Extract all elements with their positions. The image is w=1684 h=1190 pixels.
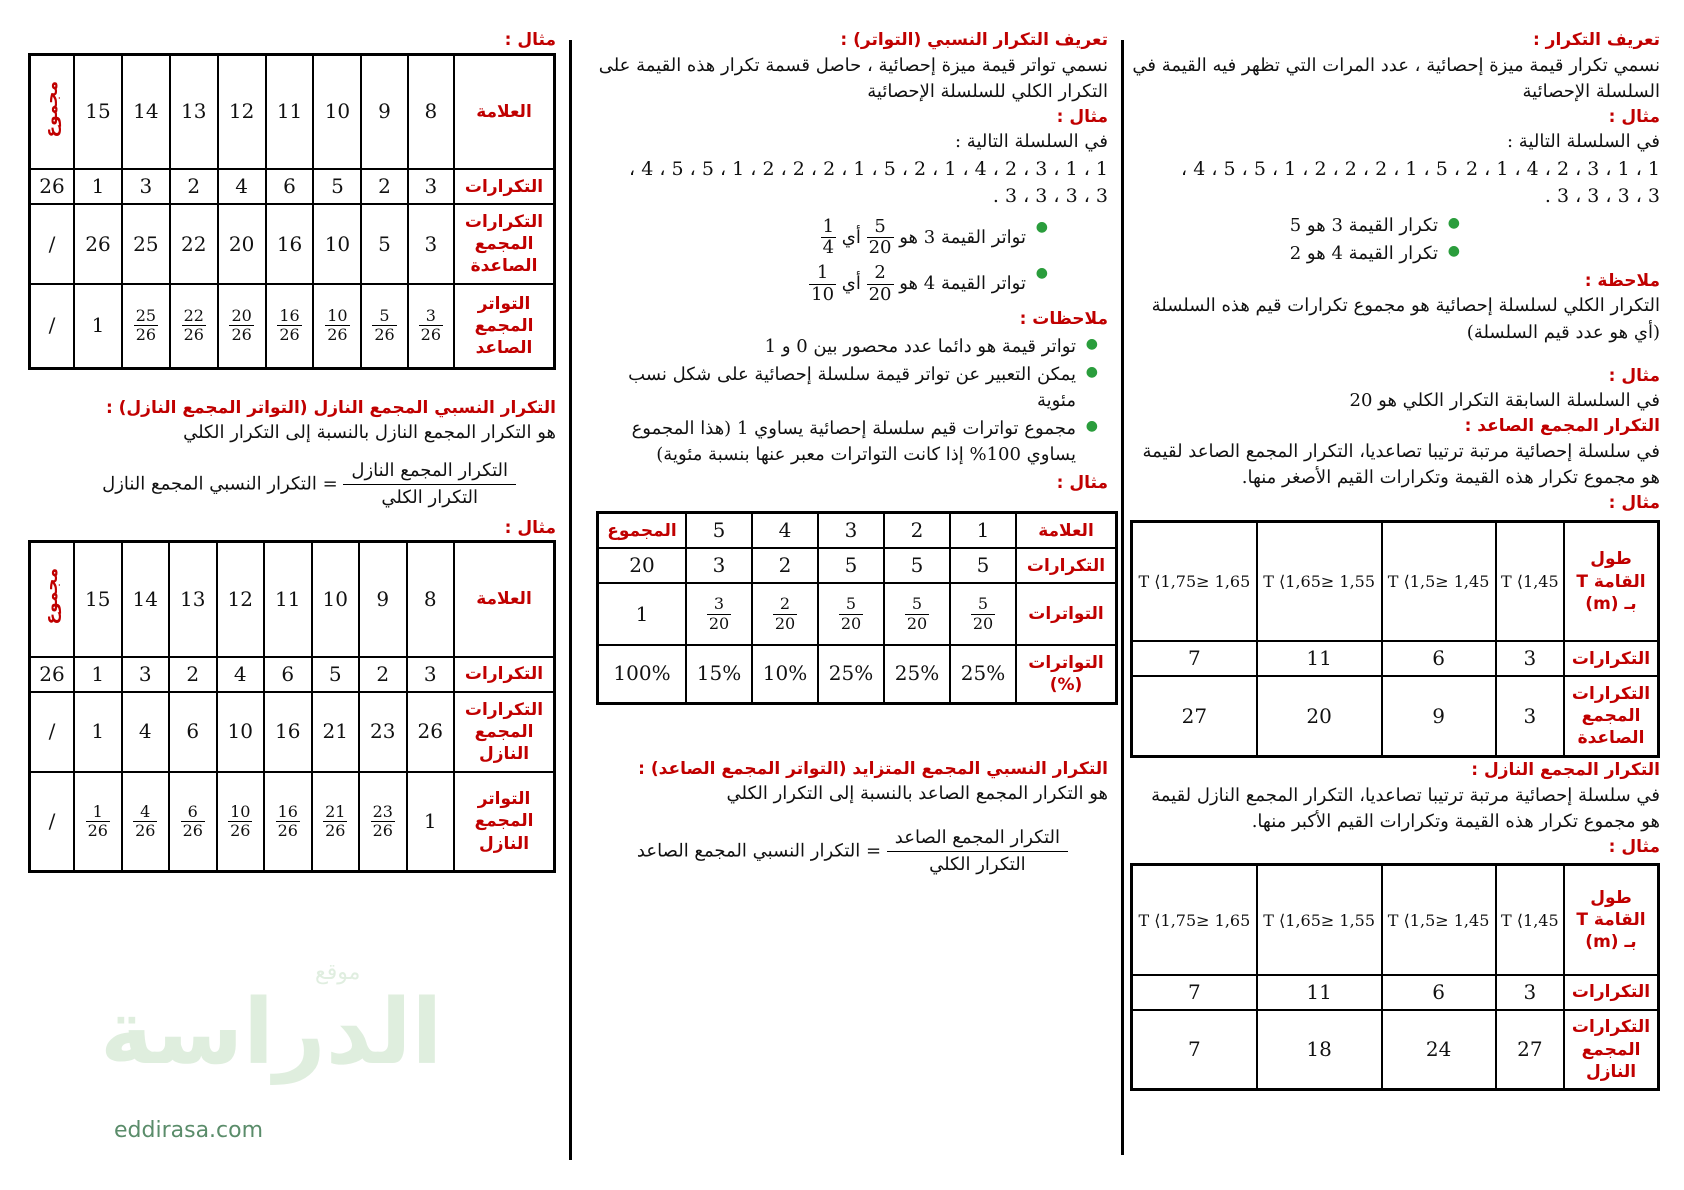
fraction: $\frac{4}{26}$: [135, 801, 156, 840]
row-label: التكرارات: [1016, 548, 1117, 583]
table-cell: 8: [408, 54, 454, 169]
table-cell: 3: [122, 657, 170, 692]
table-cell: 4: [218, 169, 266, 204]
table-cell: [266, 284, 314, 368]
row-label: التكرارات: [454, 657, 555, 692]
freq3-text: تواتر القيمة 3 هو: [899, 226, 1026, 248]
table-cell: 10%: [752, 645, 818, 703]
fraction: $\frac{10}{26}$: [327, 306, 348, 345]
table-cell: 26: [74, 204, 122, 284]
table-cell: 1: [74, 169, 122, 204]
series-intro: في السلسلة التالية :: [955, 131, 1108, 153]
table-cell: 6: [1382, 975, 1496, 1010]
series-line: 1 ، 1 ، 3 ، 2 ، 4 ، 1 ، 2 ، 5 ، 1 ، 2 ، 2 ، 2 ، 1 ، 5 ، 5 ، 4 ،: [629, 157, 1108, 180]
row-label: طول القامة T بـ (m): [1564, 865, 1659, 975]
row-label: العلامة: [454, 542, 555, 657]
cum-asc-table: [1130, 520, 1660, 758]
series-line: 1 ، 1 ، 3 ، 2 ، 4 ، 1 ، 2 ، 5 ، 1 ، 2 ، 2 ، 2 ، 1 ، 5 ، 5 ، 4 ،: [1181, 157, 1660, 180]
table-cell: 100%: [598, 645, 687, 703]
table-cell: 11: [1257, 975, 1382, 1010]
table-cell: [408, 284, 454, 368]
table-cell: 6: [264, 657, 312, 692]
table-cell: 5: [312, 657, 360, 692]
table-cell: /: [30, 284, 75, 368]
table-cell: 2: [170, 169, 218, 204]
row-label: التكرارات المجمع النازل: [1564, 1010, 1659, 1090]
table-cell: 22: [170, 204, 218, 284]
relative-frequency-table: [596, 511, 1118, 705]
total-label: مجموع: [30, 542, 75, 657]
column-frequency-definitions: [1130, 28, 1660, 1091]
table-cell: 5: [818, 548, 884, 583]
table-cell: 12: [217, 542, 265, 657]
bullet-item: ● تكرار القيمة 3 هو 5: [1130, 213, 1460, 239]
table-cell: [122, 772, 170, 872]
table-cell: 26: [30, 657, 75, 692]
cum-desc-rel-title: التكرار النسبي المجمع النازل (التواتر المجمع النازل) :: [105, 397, 556, 418]
table-cell: T ⟨1,45: [1496, 865, 1564, 975]
table-cell: 13: [170, 54, 218, 169]
fraction: $\frac{3}{20}$: [708, 594, 730, 633]
table-cell: [122, 284, 170, 368]
row-label: التكرارات المجمع الصاعدة: [454, 204, 555, 284]
or-text: أي: [841, 226, 861, 248]
table-cell: 4: [217, 657, 265, 692]
fraction: $\frac{22}{26}$: [183, 306, 204, 345]
column-divider-left: [569, 40, 572, 1160]
table-cell: 1: [74, 657, 122, 692]
bullet-item: [588, 263, 1048, 305]
table-cell: 5: [884, 548, 950, 583]
total-label: المجموع: [598, 513, 687, 549]
row-label: التواترات: [1016, 583, 1117, 645]
series-intro: في السلسلة التالية :: [1507, 131, 1660, 153]
table-cell: 25%: [818, 645, 884, 703]
example-label: مثال :: [1056, 472, 1108, 493]
table-cell: /: [30, 772, 75, 872]
table-cell: 9: [359, 542, 407, 657]
table-cell: 14: [122, 54, 170, 169]
table-cell: 7: [1132, 1010, 1257, 1090]
row-label: التكرارات: [1564, 641, 1659, 676]
table-cell: 16: [266, 204, 314, 284]
row-label: التكرارات المجمع النازل: [454, 692, 555, 772]
example-label: مثال :: [1608, 106, 1660, 127]
formula-fraction: التكرار المجمع الصاعد التكرار الكلي: [887, 825, 1068, 878]
table-cell: 1: [74, 692, 122, 772]
rel-freq-text: نسمي تواتر قيمة ميزة إحصائية ، حاصل قسمة تكرار هذه القيمة على التكرار الكلي للسلسلة الإحصائية: [598, 54, 1108, 102]
fraction: $\frac{5}{20}$: [972, 594, 994, 633]
fraction: $\frac{2}{20}$: [774, 594, 796, 633]
or-text: أي: [841, 273, 861, 295]
note-item: ● مجموع تواترات قيم سلسلة إحصائية يساوي 1 (هذا المجموع يساوي 100% إذا كانت التواترات معبر عنها بنسبة مئوية): [588, 416, 1098, 468]
table-cell: 4: [122, 692, 170, 772]
table-cell: 10: [217, 692, 265, 772]
table-cell: 3: [1496, 975, 1564, 1010]
fraction: $\frac{16}{26}$: [277, 801, 298, 840]
table-cell: 1,55 ≤T ⟨1,65: [1257, 865, 1382, 975]
table-cell: 10: [313, 204, 361, 284]
formula-equals: =: [316, 473, 338, 495]
table-cell: 3: [407, 657, 455, 692]
table-cell: [313, 284, 361, 368]
table-cell: 25%: [950, 645, 1016, 703]
table-cell: [361, 284, 407, 368]
table-cell: T ⟨1,45: [1496, 521, 1564, 641]
note-text: التكرار الكلي لسلسلة إحصائية هو مجموع تكرارات قيم هذه السلسلة (أي هو عدد قيم السلسلة): [1151, 295, 1660, 343]
table-cell: 20: [1257, 676, 1382, 756]
table-cell: 6: [266, 169, 314, 204]
table-cell: [218, 284, 266, 368]
table-cell: 15: [74, 542, 122, 657]
table-cell: 11: [264, 542, 312, 657]
def-freq-title: تعريف التكرار :: [1532, 30, 1660, 50]
table-cell: 20: [218, 204, 266, 284]
formula: [588, 825, 1068, 878]
table-cell: 24: [1382, 1010, 1496, 1090]
bullet-item: ● تكرار القيمة 4 هو 2: [1130, 241, 1460, 267]
watermark-url[interactable]: eddirasa.com: [114, 1118, 264, 1143]
row-label: التواتر المجمع النازل: [454, 772, 555, 872]
table-cell: 3: [408, 169, 454, 204]
example-label: مثال :: [1608, 493, 1660, 514]
fraction: $\frac{3}{26}$: [420, 306, 442, 345]
fraction: $\frac{20}{26}$: [231, 306, 252, 345]
table-cell: 2: [169, 657, 217, 692]
example-label: مثال :: [1056, 106, 1108, 127]
table-cell: [686, 583, 752, 645]
cum-desc-relative-table: [28, 540, 556, 873]
table-cell: 13: [169, 542, 217, 657]
row-label: التكرارات المجمع الصاعدة: [1564, 676, 1659, 756]
fraction: $\frac{5}{26}$: [374, 306, 395, 345]
cum-asc-text: في سلسلة إحصائية مرتبة ترتيبا تصاعديا، التكرار المجمع الصاعد لقيمة هو مجموع تكرار هذه القيمة وتكرارات القيم الأصغر منها.: [1142, 441, 1660, 489]
table-cell: 5: [686, 513, 752, 549]
table-cell: 2: [361, 169, 407, 204]
table-cell: 1,65 ≤T ⟨1,75: [1132, 521, 1257, 641]
fraction: $\frac{1}{10}$: [811, 262, 835, 305]
table-cell: 26: [407, 692, 455, 772]
table-cell: 20: [598, 548, 687, 583]
cum-desc-table: [1130, 863, 1660, 1091]
table-cell: [752, 583, 818, 645]
table-cell: 2: [752, 548, 818, 583]
row-label: التكرارات: [1564, 975, 1659, 1010]
example-label: مثال :: [1608, 836, 1660, 857]
table-cell: 15%: [686, 645, 752, 703]
table-cell: [950, 583, 1016, 645]
fraction: $\frac{21}{26}$: [325, 801, 346, 840]
freq4-text: تواتر القيمة 4 هو: [899, 273, 1026, 295]
fraction: $\frac{5}{20}$: [840, 594, 862, 633]
table-cell: 1,45 ≤T ⟨1,5: [1382, 865, 1496, 975]
def-freq-text: نسمي تكرار قيمة ميزة إحصائية ، عدد المرات التي تظهر فيه القيمة في السلسلة الإحصائية: [1132, 54, 1660, 102]
fraction: $\frac{5}{20}$: [906, 594, 928, 633]
watermark-big: الدراسة: [100, 980, 443, 1085]
column-divider-right: [1121, 40, 1124, 1155]
table-cell: 1: [598, 583, 687, 645]
table-cell: 5: [313, 169, 361, 204]
fraction: $\frac{25}{26}$: [135, 306, 157, 345]
table-cell: [217, 772, 265, 872]
table-cell: 1: [74, 284, 122, 368]
table-cell: 21: [312, 692, 360, 772]
table-cell: [74, 772, 122, 872]
table-cell: 25%: [884, 645, 950, 703]
table-cell: [169, 772, 217, 872]
fraction: $\frac{2}{20}$: [868, 262, 892, 305]
table-cell: 7: [1132, 641, 1257, 676]
table-cell: 2: [884, 513, 950, 549]
series-line: 3 ، 3 ، 3 ، 3 .: [1544, 185, 1660, 208]
column-relative-frequency: [588, 28, 1108, 879]
cum-rel-text: هو التكرار المجمع الصاعد بالنسبة إلى التكرار الكلي: [726, 783, 1108, 805]
fraction: $\frac{16}{26}$: [279, 306, 300, 345]
table-cell: 1: [407, 772, 455, 872]
table-cell: 27: [1496, 1010, 1564, 1090]
table-cell: 10: [312, 542, 360, 657]
watermark-small: موقع: [315, 960, 361, 985]
table-cell: 3: [818, 513, 884, 549]
table-cell: 26: [30, 169, 75, 204]
table-cell: [170, 284, 218, 368]
formula-lhs: التكرار النسبي المجمع النازل: [102, 473, 317, 495]
cum-desc-title: التكرار المجمع النازل :: [1471, 759, 1660, 780]
fraction: $\frac{10}{26}$: [230, 801, 251, 840]
table-cell: 11: [266, 54, 314, 169]
table-cell: 3: [1496, 676, 1564, 756]
table-cell: 1: [950, 513, 1016, 549]
table-cell: [884, 583, 950, 645]
row-label: العلامة: [1016, 513, 1117, 549]
example-label: مثال :: [504, 517, 556, 538]
cum-desc-text: في سلسلة إحصائية مرتبة ترتيبا تصاعديا، التكرار المجمع النازل لقيمة هو مجموع تكرار هذه القيمة وتكرارات القيم الأكبر منها.: [1151, 784, 1660, 832]
table-cell: 27: [1132, 676, 1257, 756]
table-cell: 23: [359, 692, 407, 772]
table-cell: 5: [361, 204, 407, 284]
table-cell: 2: [359, 657, 407, 692]
table-cell: 11: [1257, 641, 1382, 676]
formula: [26, 458, 516, 511]
fraction: $\frac{1}{26}$: [87, 801, 108, 840]
table-cell: /: [30, 692, 75, 772]
formula-fraction: التكرار المجمع النازل التكرار الكلي: [343, 458, 516, 511]
cum-asc-relative-table: [28, 53, 556, 370]
notes-title: ملاحظات :: [1019, 309, 1108, 330]
note-item: ● تواتر قيمة هو دائما عدد محصور بين 0 و 1: [588, 334, 1098, 360]
example-text: في السلسلة السابقة التكرار الكلي هو 20: [1349, 390, 1660, 412]
table-cell: 6: [1382, 641, 1496, 676]
table-cell: 1,45 ≤T ⟨1,5: [1382, 521, 1496, 641]
note-item: ● يمكن التعبير عن تواتر قيمة سلسلة إحصائية على شكل نسب مئوية: [588, 362, 1098, 414]
table-cell: 9: [1382, 676, 1496, 756]
table-cell: 18: [1257, 1010, 1382, 1090]
table-cell: 1,65 ≤T ⟨1,75: [1132, 865, 1257, 975]
table-cell: 16: [264, 692, 312, 772]
table-cell: 3: [408, 204, 454, 284]
example-label: مثال :: [504, 30, 556, 50]
rel-freq-title: تعريف التكرار النسبي (التواتر) :: [840, 30, 1108, 50]
row-label: التواترات (%): [1016, 645, 1117, 703]
row-label: العلامة: [454, 54, 555, 169]
table-cell: [312, 772, 360, 872]
table-cell: /: [30, 204, 75, 284]
column-cumulative-relative: [26, 28, 556, 873]
fraction: $\frac{6}{26}$: [182, 801, 203, 840]
fraction: $\frac{23}{26}$: [372, 801, 393, 840]
watermark-logo: [100, 960, 443, 1143]
table-cell: 3: [686, 548, 752, 583]
table-cell: 12: [218, 54, 266, 169]
cum-asc-title: التكرار المجمع الصاعد :: [1464, 416, 1660, 437]
cum-desc-rel-text: هو التكرار المجمع النازل بالنسبة إلى التكرار الكلي: [183, 422, 556, 444]
table-cell: [818, 583, 884, 645]
table-cell: [359, 772, 407, 872]
table-cell: [264, 772, 312, 872]
formula-lhs: التكرار النسبي المجمع الصاعد: [636, 840, 861, 862]
example-label: مثال :: [1608, 365, 1660, 386]
table-cell: 10: [313, 54, 361, 169]
note-title: ملاحظة :: [1584, 270, 1660, 291]
bullet-item: [588, 217, 1048, 259]
fraction: $\frac{1}{4}$: [822, 215, 835, 259]
table-cell: 3: [122, 169, 170, 204]
row-label: التكرارات: [454, 169, 555, 204]
table-cell: 9: [361, 54, 407, 169]
table-cell: 4: [752, 513, 818, 549]
table-cell: 7: [1132, 975, 1257, 1010]
table-cell: 3: [1496, 641, 1564, 676]
total-label: مجموع: [30, 54, 75, 169]
table-cell: 25: [122, 204, 170, 284]
table-cell: 15: [74, 54, 122, 169]
formula-equals: =: [860, 840, 882, 862]
table-cell: 1,55 ≤T ⟨1,65: [1257, 521, 1382, 641]
row-label: التواتر المجمع الصاعد: [454, 284, 555, 368]
table-cell: 5: [950, 548, 1016, 583]
table-cell: 6: [169, 692, 217, 772]
table-cell: 14: [122, 542, 170, 657]
row-label: طول القامة T بـ (m): [1564, 521, 1659, 641]
table-cell: 8: [407, 542, 455, 657]
fraction: $\frac{5}{20}$: [868, 215, 892, 259]
cum-rel-title: التكرار النسبي المجمع المتزايد (التواتر المجمع الصاعد) :: [638, 758, 1108, 779]
series-line: 3 ، 3 ، 3 ، 3 .: [992, 185, 1108, 208]
